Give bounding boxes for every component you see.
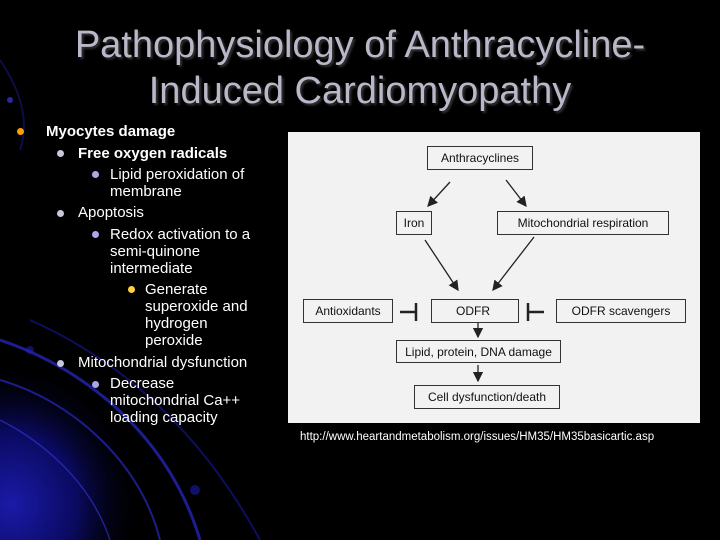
bullet-decrease-line-2: mitochondrial Ca++ [110, 392, 241, 409]
bullet-redox-line-2: semi-quinone [110, 243, 201, 260]
bullet-redox-line-1: Redox activation to a [110, 226, 251, 243]
bullet-lipid-line-1: Lipid peroxidation of [110, 166, 245, 183]
box-antioxidants: Antioxidants [303, 299, 393, 323]
box-iron: Iron [396, 211, 432, 235]
bullet-decrease-line-3: loading capacity [110, 409, 218, 426]
bullet-dot-icon [92, 231, 99, 238]
bullet-decrease-line-1: Decrease [110, 375, 175, 392]
title-line-2: Induced Cardiomyopathy [148, 70, 572, 112]
bullet-lipid-line-2: membrane [110, 183, 182, 200]
bullet-dot-icon [57, 150, 64, 157]
bullet-dot-icon [128, 286, 135, 293]
bullet-myocytes-damage: Myocytes damage [46, 123, 176, 140]
pathway-diagram [288, 132, 700, 423]
bullet-dot-icon [17, 128, 24, 135]
arrow-anthracyclines-to-iron [428, 182, 450, 206]
bullet-apoptosis: Apoptosis [78, 204, 144, 221]
bullet-generate-line-3: hydrogen [145, 315, 208, 332]
diagram-arrows [288, 132, 700, 423]
box-damage: Lipid, protein, DNA damage [396, 340, 561, 363]
bullet-dot-icon [92, 171, 99, 178]
box-anthracyclines: Anthracyclines [427, 146, 533, 170]
bullet-generate-line-4: peroxide [145, 332, 203, 349]
bullet-redox-line-3: intermediate [110, 260, 193, 277]
box-mitochondrial-respiration: Mitochondrial respiration [497, 211, 669, 235]
bullet-mito-dysfunction: Mitochondrial dysfunction [78, 354, 248, 371]
arrow-iron-to-odfr [425, 240, 458, 290]
box-odfr-scavengers: ODFR scavengers [556, 299, 686, 323]
bullet-dot-icon [57, 210, 64, 217]
bullet-generate-line-2: superoxide and [145, 298, 248, 315]
arrow-mito-to-odfr [493, 237, 534, 290]
title-line-1: Pathophysiology of Anthracycline- [74, 24, 646, 66]
bullet-dot-icon [92, 381, 99, 388]
bullet-free-oxygen-radicals: Free oxygen radicals [78, 145, 228, 162]
box-odfr: ODFR [431, 299, 519, 323]
bullet-dot-icon [57, 360, 64, 367]
bullet-list [0, 0, 290, 540]
arrow-anthracyclines-to-mito [506, 180, 526, 206]
bullet-generate-line-1: Generate [145, 281, 208, 298]
box-cell-death: Cell dysfunction/death [414, 385, 560, 409]
source-url[interactable]: http://www.heartandmetabolism.org/issues/HM35/HM35basicartic.asp [300, 431, 655, 443]
